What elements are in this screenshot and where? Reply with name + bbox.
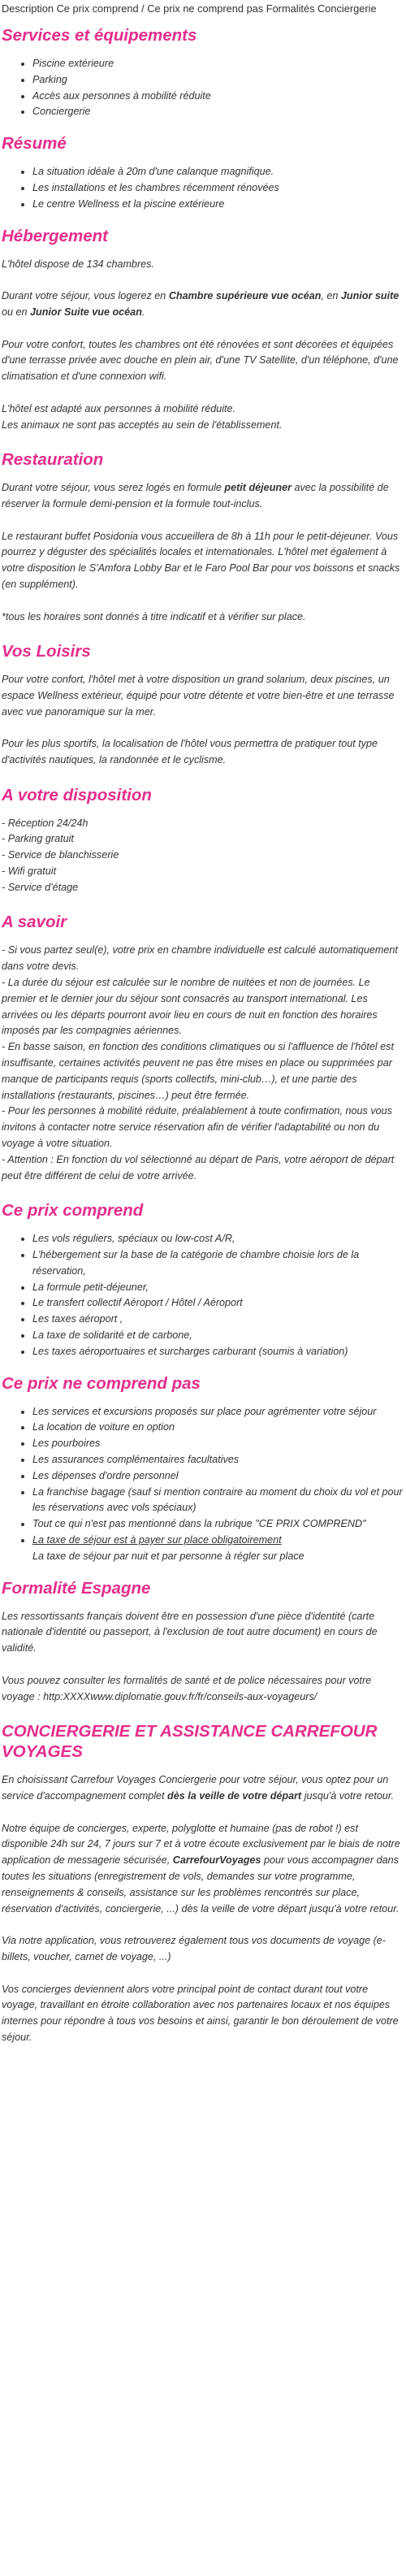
list-item: • Conciergerie — [32, 104, 404, 120]
section-title-comprend: Ce prix comprend — [2, 1201, 144, 1221]
conciergerie-app: Via notre application, vous retrouverez également tous vos documents de voyage (e-billets, voucher, carnet de voyage, ...) — [2, 1935, 387, 1962]
services-list — [2, 56, 404, 120]
list-item: • Les assurances complémentaires facultatives — [32, 1452, 404, 1468]
list-item: - Service de blanchisserie — [2, 849, 119, 861]
section-title-conciergerie: CONCIERGERIE ET ASSISTANCE CARREFOUR VOYAGES — [2, 1722, 378, 1762]
disposition-list — [2, 816, 404, 896]
loisirs-facilities: Pour votre confort, l'hôtel met à votre disposition un grand solarium, deux piscines, un espace Wellness extérieur, équipé pour votre détente et votre bien-être et une terrasse avec vue panoramique sur la mer. — [2, 674, 395, 718]
restauration-formula: Durant votre séjour, vous serez logés en formule petit déjeuner avec la possibilité de réserver la formule demi-pension et la formule tout-inclus. — [2, 482, 389, 510]
list-item: - Parking gratuit — [2, 833, 74, 845]
restauration-note: *tous les horaires sont donnés à titre indicatif et à vérifier sur place. — [2, 610, 306, 622]
list-item: • Les services et excursions proposés sur place pour agrémenter votre séjour — [32, 1404, 404, 1420]
section-title-resume: Résumé — [2, 134, 67, 154]
list-item: • Le transfert collectif Aéroport / Hôtel / Aéroport — [32, 1295, 404, 1312]
list-item: • L'hébergement sur la base de la catégorie de chambre choisie lors de la réservation, — [32, 1247, 404, 1280]
section-title-savoir: A savoir — [2, 913, 67, 932]
conciergerie-contact: Vos concierges deviennent alors votre principal point de contact durant tout votre voyage, travaillant en étroite collaboration avec nos partenaires locaux et nos équipes internes pour répondre à tous vos besoins et ainsi, garantir le bon déroulement de votre séjour. — [2, 1983, 399, 2043]
list-item: • La taxe de solidarité et de carbone, — [32, 1328, 404, 1344]
list-item: • Les taxes aéroport , — [32, 1312, 404, 1328]
list-item: • La location de voiture en option — [32, 1420, 404, 1436]
ne-comprend-list — [2, 1404, 404, 1565]
list-item: • Piscine extérieure — [32, 56, 404, 72]
section-title-loisirs: Vos Loisirs — [2, 642, 91, 661]
list-item: • Parking — [32, 72, 404, 89]
section-title-ne-comprend: Ce prix ne comprend pas — [2, 1373, 201, 1393]
list-item: - Service d'étage — [2, 881, 79, 893]
savoir-notes: - Si vous partez seul(e), votre prix en chambre individuelle est calculé automatiquement dans votre devis. - La durée du séjour est calculée sur le nombre de nuitées et non de journées. Le premier et le dernier jour du séjour sont consacrés au transport international. Les arrivées ou les départs pourront avoir lieu en cours de nuit en fonction des horaires imposés par les compagnies aériennes. - En basse saison, en fonction des conditions climatiques ou si l'affluence de l'hôtel est insuffisante, certaines activités peuvent ne pas être mises en place ou supprimées par manque de participants requis (sports collectifs, mini-club…), et une partie des installations (restaurants, piscines…) peut être fermée. - Pour les personnes à mobilité réduite, préalablement à toute confirmation, nous vous invitons à contacter notre service réservation afin de vérifier l'adaptabilité ou non du voyage à votre situation. - Attention : En fonction du vol sélectionné au départ de Paris, votre aéroport de départ peut être différent de celui de votre arrivée. — [2, 944, 398, 1182]
list-item: • La situation idéale à 20m d'une calanque magnifique. — [32, 164, 404, 180]
list-item: • Les vols réguliers, spéciaux ou low-cost A/R, — [32, 1231, 404, 1247]
list-item: • La formule petit-déjeuner, — [32, 1280, 404, 1296]
hebergement-rooms-count: L'hôtel dispose de 134 chambres. — [2, 258, 154, 270]
list-item: • Les taxes aéroportuaires et surcharges carburant (soumis à variation) — [32, 1344, 404, 1360]
list-item: - Wifi gratuit — [2, 865, 57, 878]
hebergement-room-types: Durant votre séjour, vous logerez en Chambre supérieure vue océan, en Junior suite ou en Junior Suite vue océan. — [2, 290, 400, 318]
formalite-identity: Les ressortissants français doivent être en possession d'une pièce d'identité (carte nationale d'identité ou passeport, à l'exclusion de tout autre document) en cours de validité. — [2, 1610, 378, 1654]
section-title-hebergement: Hébergement — [2, 226, 109, 245]
hebergement-comfort: Pour votre confort, toutes les chambres ont été rénovées et sont décorées et équipées d'une terrasse privée avec douche en plein air, d'une TV Satellite, d'un téléphone, d'une climatisation et d'une connexion wifi. — [2, 338, 399, 383]
section-title-restauration: Restauration — [2, 450, 104, 470]
conciergerie-team: Notre équipe de concierges, experte, polyglotte et humaine (pas de robot !) est disponible 24h sur 24, 7 jours sur 7 et à votre écoute exclusivement par le biais de notre application de messagerie sécurisée, CarrefourVoyages pour vous accompagner dans toutes les situations (enregistrement de vols, demandes sur votre programme, renseignements & conseils, assistance sur les problèmes rencontrés sur place, réservation d'activités, conciergerie, ...) dès la veille de votre départ jusqu'à votre retour. — [2, 1822, 400, 1915]
loisirs-sports: Pour les plus sportifs, la localisation de l'hôtel vous permettra de pratiquer tout type d'activités nautiques, la randonnée et le cyclisme. — [2, 738, 378, 766]
section-title-formalite: Formalité Espagne — [2, 1578, 151, 1598]
hebergement-accessibility: L'hôtel est adapté aux personnes à mobilité réduite. Les animaux ne sont pas acceptés au sein de l'établissement. — [2, 402, 283, 431]
resume-list — [2, 164, 404, 212]
list-item: • Les pourboires — [32, 1436, 404, 1452]
list-item: • Les dépenses d'ordre personnel — [32, 1468, 404, 1485]
list-item: • Accès aux personnes à mobilité réduite — [32, 89, 404, 105]
list-item: • Le centre Wellness et la piscine extérieure — [32, 197, 404, 213]
taxe-sejour-notice: La taxe de séjour est à payer sur place obligatoirement — [32, 1533, 282, 1546]
formalite-link[interactable]: Vous pouvez consulter les formalités de santé et de police nécessaires pour votre voyage : http:XXXXwww.diplomatie.gouv.fr/fr/conseils-aux-voyageurs/ — [2, 1674, 372, 1702]
section-title-services: Services et équipements — [2, 26, 197, 45]
comprend-list — [2, 1231, 404, 1360]
restauration-buffet: Le restaurant buffet Posidonia vous accueillera de 8h à 11h pour le petit-déjeuner. Vous pourrez y déguster des spécialités locales et internationales. L'hôtel met également à votre disposition le S'Amfora Lobby Bar et le Faro Pool Bar pour vos boissons et snacks (en supplément). — [2, 530, 400, 590]
list-item: • Les installations et les chambres récemment rénovées — [32, 180, 404, 197]
list-item: • La taxe de séjour est à payer sur place obligatoirement La taxe de séjour par nuit et par personne à régler sur place — [32, 1533, 404, 1565]
list-item: - Réception 24/24h — [2, 817, 89, 829]
section-title-disposition: A votre disposition — [2, 785, 152, 804]
list-item: • La franchise bagage (sauf si mention contraire au moment du choix du vol et pour les réservations avec vols spéciaux) — [32, 1485, 404, 1517]
list-item: • Tout ce qui n'est pas mentionné dans la rubrique "CE PRIX COMPREND" — [32, 1516, 404, 1533]
breadcrumb-nav[interactable]: Description Ce prix comprend / Ce prix ne comprend pas Formalités Conciergerie — [2, 2, 377, 15]
conciergerie-intro: En choisissant Carrefour Voyages Conciergerie pour votre séjour, vous optez pour un service d'accompagnement complet dès la veille de votre départ jusqu'à votre retour. — [2, 1774, 395, 1802]
